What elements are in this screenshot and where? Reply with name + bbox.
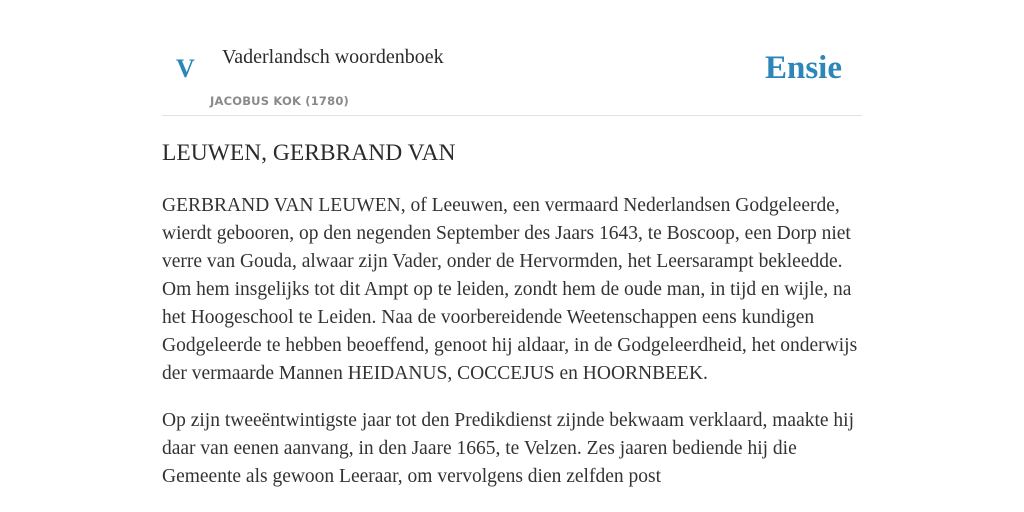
entry-paragraph: GERBRAND VAN LEUWEN, of Leeuwen, een vermaard Nederlandsen Godgeleerde, wierdt gebooren, op den negenden September des Jaars 1643, te Boscoop, een Dorp niet verre van Gouda, alwaar zijn Vader, onder de Hervormden, het Leersarampt bekleedde. Om hem insgelijks tot dit Ampt op te leiden, zondt hem de oude man, in tijd en wijle, na het Hoogeschool te Leiden. Naa de voorbereidende Weetenschappen eens kundigen Godgeleerde te hebben beoeffend, genoot hij aldaar, in de Godgeleerdheid, het onderwijs der vermaarde Mannen HEIDANUS, COCCEJUS en HOORNBEEK. — [162, 195, 858, 384]
entry-title: LEUWEN, GERBRAND VAN — [162, 140, 456, 166]
entry-paragraph: Op zijn tweeëntwintigste jaar tot den Predikdienst zijnde bekwaam verklaard, maakte hij daar van eenen aanvang, in den Jaare 1665, te Velzen. Zes jaaren bediende hij die Gemeente als gewoon Leeraar, om vervolgens dien zelfden post — [162, 410, 855, 487]
brand-logo[interactable]: Ensie — [764, 50, 842, 86]
book-header — [162, 40, 862, 116]
book-author: JACOBUS KOK (1780) — [210, 94, 349, 108]
book-title-link[interactable]: Vaderlandsch woordenboek — [222, 46, 444, 68]
index-letter[interactable]: V — [176, 54, 195, 83]
entry-content — [162, 192, 864, 510]
